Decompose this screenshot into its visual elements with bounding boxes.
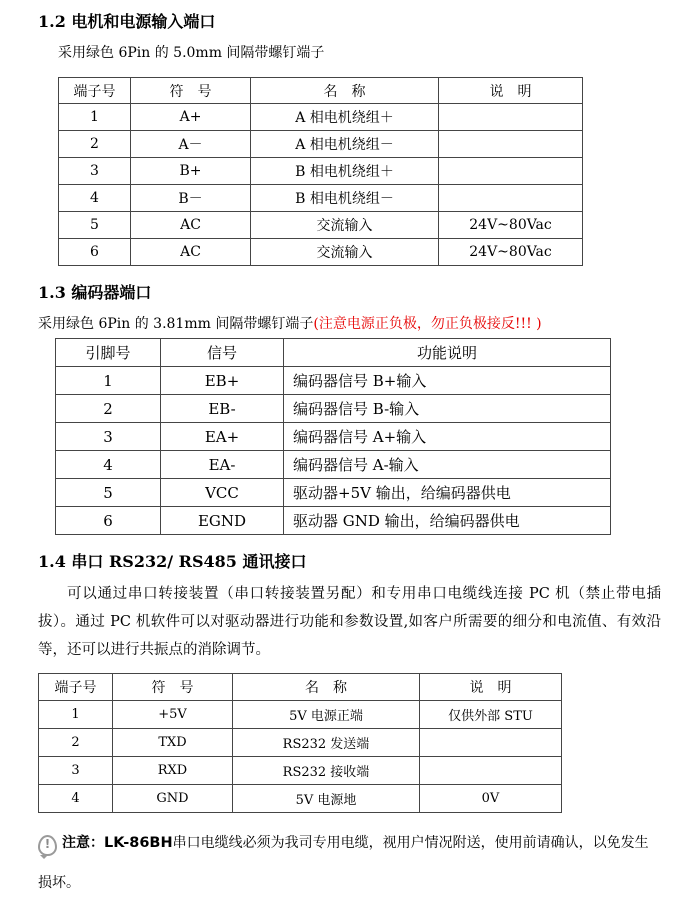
exclamation-bubble-icon	[38, 835, 57, 856]
header-row	[39, 674, 562, 701]
table-cell: 编码器信号 B+输入	[284, 367, 611, 395]
section-heading-1-4: 1.4 串口 RS232/ RS485 通讯接口	[38, 552, 307, 571]
table-cell: 编码器信号 B-输入	[284, 395, 611, 423]
section-1-3-intro	[38, 314, 661, 334]
table-row	[56, 451, 611, 479]
column-header: 信号	[161, 339, 284, 367]
table-cell	[439, 131, 583, 158]
column-header: 说 明	[420, 674, 562, 701]
table-cell: EB+	[161, 367, 284, 395]
encoder-table	[55, 338, 611, 535]
table-row	[39, 701, 562, 729]
table-cell	[420, 729, 562, 757]
section-1-2-intro: 采用绿色 6Pin 的 5.0mm 间隔带螺钉端子	[58, 45, 325, 61]
table-cell: RXD	[113, 757, 233, 785]
table-cell: RS232 发送端	[233, 729, 420, 757]
table-cell: 2	[56, 395, 161, 423]
column-header: 名 称	[233, 674, 420, 701]
table-row	[56, 479, 611, 507]
column-header: 引脚号	[56, 339, 161, 367]
table-cell: 4	[59, 185, 131, 212]
table-cell: TXD	[113, 729, 233, 757]
motor-power-table-head	[59, 78, 583, 104]
table-cell: 交流输入	[251, 212, 439, 239]
table-row	[56, 507, 611, 535]
table-cell: A－	[131, 131, 251, 158]
motor-power-table-body	[59, 104, 583, 266]
table-cell: +5V	[113, 701, 233, 729]
table-cell: 4	[56, 451, 161, 479]
encoder-table-head	[56, 339, 611, 367]
table-cell: EB-	[161, 395, 284, 423]
table-cell: 3	[39, 757, 113, 785]
section-heading-1-3: 1.3 编码器端口	[38, 283, 152, 302]
header-row	[59, 78, 583, 104]
serial-port-table-body	[39, 701, 562, 813]
table-cell: EA-	[161, 451, 284, 479]
column-header: 端子号	[39, 674, 113, 701]
table-cell: 驱动器+5V 输出，给编码器供电	[284, 479, 611, 507]
table-cell: EGND	[161, 507, 284, 535]
table-cell: AC	[131, 239, 251, 266]
column-header: 名 称	[251, 78, 439, 104]
table-cell: 1	[59, 104, 131, 131]
table-row	[56, 367, 611, 395]
table-cell: 编码器信号 A+输入	[284, 423, 611, 451]
serial-port-table	[38, 673, 562, 813]
table-cell: 2	[59, 131, 131, 158]
table-cell: 0V	[420, 785, 562, 813]
table-row	[56, 423, 611, 451]
table-cell: GND	[113, 785, 233, 813]
encoder-table-body	[56, 367, 611, 535]
table-cell	[439, 185, 583, 212]
exclamation-glyph: !	[44, 837, 51, 851]
table-cell: 交流输入	[251, 239, 439, 266]
warning-text: (注意电源正负极，勿正负极接反!!! )	[313, 316, 542, 332]
table-cell: 1	[39, 701, 113, 729]
table-cell: 驱动器 GND 输出，给编码器供电	[284, 507, 611, 535]
table-cell: 5V 电源正端	[233, 701, 420, 729]
table-cell	[439, 104, 583, 131]
table-cell: 5	[56, 479, 161, 507]
table-row	[59, 185, 583, 212]
note-label: 注意：	[62, 835, 104, 851]
column-header: 符 号	[131, 78, 251, 104]
table-cell: 6	[56, 507, 161, 535]
table-row	[59, 212, 583, 239]
table-cell: 24V~80Vac	[439, 212, 583, 239]
motor-power-table	[58, 77, 583, 266]
table-cell	[439, 158, 583, 185]
table-cell: 编码器信号 A-输入	[284, 451, 611, 479]
table-cell: 5	[59, 212, 131, 239]
table-row	[59, 104, 583, 131]
column-header: 说 明	[439, 78, 583, 104]
table-cell: 仅供外部 STU	[420, 701, 562, 729]
table-cell: 2	[39, 729, 113, 757]
table-row	[59, 131, 583, 158]
table-row	[39, 729, 562, 757]
table-cell: 6	[59, 239, 131, 266]
table-cell: AC	[131, 212, 251, 239]
note-model: LK-86BH	[104, 835, 173, 851]
table-cell: VCC	[161, 479, 284, 507]
table-row	[56, 395, 611, 423]
column-header: 符 号	[113, 674, 233, 701]
serial-port-table-head	[39, 674, 562, 701]
table-cell	[420, 757, 562, 785]
table-row	[39, 757, 562, 785]
table-cell: A+	[131, 104, 251, 131]
section-1-4-paragraph: 可以通过串口转接装置（串口转接装置另配）和专用串口电缆线连接 PC 机（禁止带电插拔）。通过 PC 机软件可以对驱动器进行功能和参数设置,如客户所需要的细分和电流值、有效沿等，还可以进行共振点的消除调节。	[38, 586, 661, 658]
table-cell: 1	[56, 367, 161, 395]
table-cell: 3	[56, 423, 161, 451]
column-header: 端子号	[59, 78, 131, 104]
table-cell: B+	[131, 158, 251, 185]
table-row	[59, 158, 583, 185]
table-cell: EA+	[161, 423, 284, 451]
table-row	[39, 785, 562, 813]
column-header: 功能说明	[284, 339, 611, 367]
table-cell: 3	[59, 158, 131, 185]
table-cell: 5V 电源地	[233, 785, 420, 813]
note-paragraph	[38, 823, 661, 903]
table-cell: A 相电机绕组－	[251, 131, 439, 158]
section-heading-1-2: 1.2 电机和电源输入端口	[38, 12, 216, 31]
table-cell: A 相电机绕组＋	[251, 104, 439, 131]
table-cell: RS232 接收端	[233, 757, 420, 785]
table-cell: 24V~80Vac	[439, 239, 583, 266]
table-row	[59, 239, 583, 266]
table-cell: B 相电机绕组＋	[251, 158, 439, 185]
header-row	[56, 339, 611, 367]
table-cell: B－	[131, 185, 251, 212]
table-cell: B 相电机绕组－	[251, 185, 439, 212]
table-cell: 4	[39, 785, 113, 813]
intro-text: 采用绿色 6Pin 的 3.81mm 间隔带螺钉端子	[38, 316, 314, 332]
note-text: 串口电缆线必须为我司专用电缆，视用户情况附送，使用前请确认，以免发生损坏。	[38, 835, 649, 891]
